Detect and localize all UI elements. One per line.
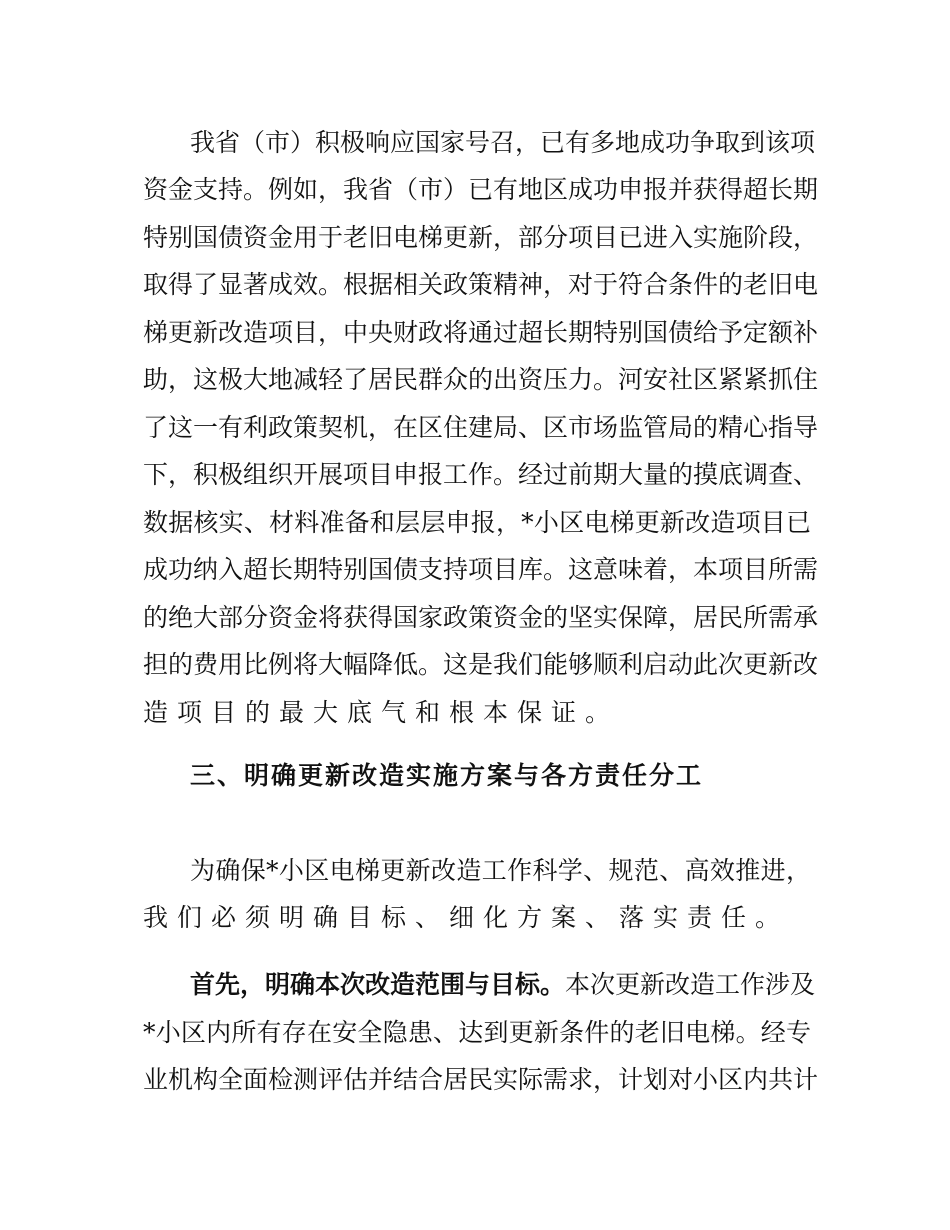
text-line: 下，积极组织开展项目申报工作。经过前期大量的摸底调查、 [143,460,819,489]
text-line: 我省（市）积极响应国家号召，已有多地成功争取到该项 [190,128,816,157]
text-line: 成功纳入超长期特别国债支持项目库。这意味着，本项目所需 [143,555,819,584]
text-line [190,970,816,1000]
text-line: 业机构全面检测评估并结合居民实际需求，计划对小区内共计 [143,1065,819,1094]
text-line: 特别国债资金用于老旧电梯更新，部分项目已进入实施阶段， [143,223,819,252]
text-line: 为确保*小区电梯更新改造工作科学、规范、高效推进， [190,856,811,885]
text-line: *小区内所有存在安全隐患、达到更新条件的老旧电梯。经专 [143,1018,811,1047]
text-line: 数据核实、材料准备和层层申报，*小区电梯更新改造项目已 [143,508,811,537]
section-heading: 三、明确更新改造实施方案与各方责任分工 [190,761,704,790]
text-line: 担的费用比例将大幅降低。这是我们能够顺利启动此次更新改 [143,650,819,679]
text-line: 助，这极大地减轻了居民群众的出资压力。河安社区紧紧抓住 [143,365,819,394]
text-run: 本次更新改造工作涉及 [565,970,816,999]
text-line: 梯更新改造项目，中央财政将通过超长期特别国债给予定额补 [143,318,819,347]
text-line: 了这一有利政策契机，在区住建局、区市场监管局的精心指导 [143,413,819,442]
text-line: 资金支持。例如，我省（市）已有地区成功申报并获得超长期 [143,175,819,204]
text-line: 我们必须明确目标、细化方案、落实责任。 [143,903,790,932]
text-line: 的绝大部分资金将获得国家政策资金的坚实保障，居民所需承 [143,603,819,632]
bold-lead: 首先，明确本次改造范围与目标。 [190,970,566,999]
text-line: 造项目的最大底气和根本保证。 [143,698,620,727]
text-line: 取得了显著成效。根据相关政策精神，对于符合条件的老旧电 [143,270,819,299]
